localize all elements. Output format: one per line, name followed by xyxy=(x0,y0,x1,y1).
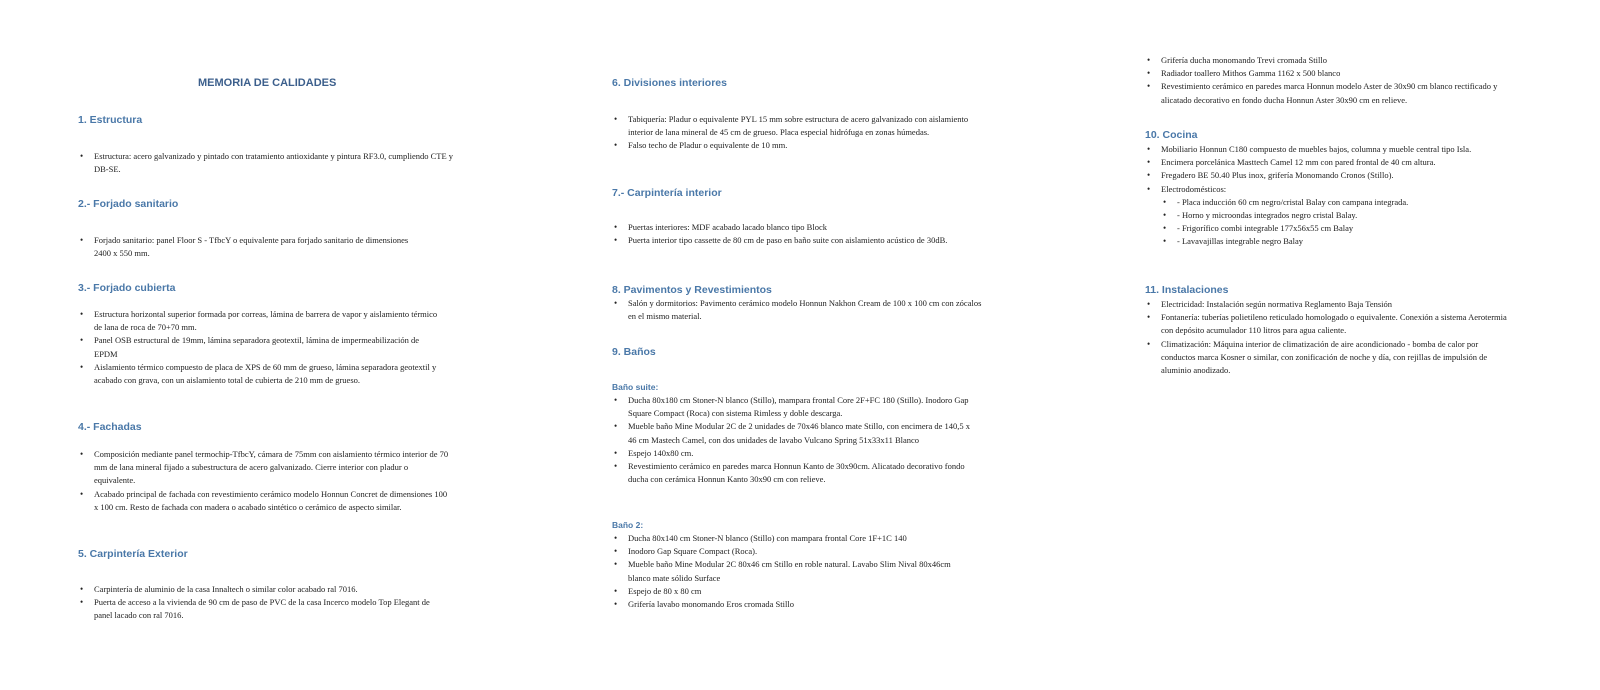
list-forjado-cubierta xyxy=(78,308,438,387)
list-estructura xyxy=(78,150,458,176)
list-bano-2 xyxy=(612,532,974,611)
heading-carpinteria-interior: 7.- Carpintería interior xyxy=(612,187,722,199)
list-item: • - Frigorífico combi integrable 177x56x55 cm Balay xyxy=(1161,222,1520,235)
list-item: • Carpintería de aluminio de la casa Innaltech o similar color acabado ral 7016. xyxy=(78,583,450,596)
list-item: • Puertas interiores: MDF acabado lacado blanco tipo Block xyxy=(612,221,997,234)
list-item: • Ducha 80x180 cm Stoner-N blanco (Stillo), mampara frontal Core 2F+FC 180 (Stillo). Inodoro Gap Square Compact (Roca) con sistema Rimless y doble descarga. xyxy=(612,394,977,420)
list-item: • Radiador toallero Mithos Gamma 1162 x 500 blanco xyxy=(1145,67,1520,80)
list-item: • Espejo 140x80 cm. xyxy=(612,447,977,460)
list-divisiones xyxy=(612,113,992,153)
list-item: • - Lavavajillas integrable negro Balay xyxy=(1161,235,1520,248)
list-item: • Panel OSB estructural de 19mm, lámina separadora geotextil, lámina de impermeabilización de EPDM xyxy=(78,334,438,360)
subheading-bano-2: Baño 2: xyxy=(612,520,644,530)
list-item: • Acabado principal de fachada con revestimiento cerámico modelo Honnun Concret de dimensiones 100 x 100 cm. Resto de fachada con madera o acabado sintético o cerámico de aspecto similar. xyxy=(78,488,450,514)
list-item: • Climatización: Máquina interior de climatización de aire acondicionado - bomba de calor por conductos marca Kosner o similar, con zonificación de noche y día, con rejillas de impulsión de aluminio anodizado. xyxy=(1145,338,1510,378)
list-item: • Mobiliario Honnun C180 compuesto de muebles bajos, columna y mueble central tipo Isla. xyxy=(1145,143,1520,156)
heading-instalaciones: 11. Instalaciones xyxy=(1145,284,1229,296)
list-item: • Revestimiento cerámico en paredes marca Honnun Kanto de 30x90cm. Alicatado decorativo fondo ducha con cerámica Honnun Kanto 30x90 cm con relieve. xyxy=(612,460,977,486)
list-item: • Electricidad: Instalación según normativa Reglamento Baja Tensión xyxy=(1145,298,1510,311)
heading-fachadas: 4.- Fachadas xyxy=(78,421,142,433)
list-item: • - Horno y microondas integrados negro cristal Balay. xyxy=(1161,209,1520,222)
list-instalaciones xyxy=(1145,298,1510,377)
list-item: • Salón y dormitorios: Pavimento cerámico modelo Honnun Nakhon Cream de 100 x 100 cm con zócalos en el mismo material. xyxy=(612,297,987,323)
list-item: • Falso techo de Pladur o equivalente de 10 mm. xyxy=(612,139,992,152)
list-bano-2-continued xyxy=(1145,54,1520,107)
list-item: • Inodoro Gap Square Compact (Roca). xyxy=(612,545,974,558)
heading-estructura: 1. Estructura xyxy=(78,114,143,126)
list-fachadas xyxy=(78,448,450,514)
list-item: • Tabiquería: Pladur o equivalente PYL 15 mm sobre estructura de acero galvanizado con aislamiento interior de lana mineral de 45 cm de grueso. Placa especial hidrófuga en zonas húmedas. xyxy=(612,113,992,139)
heading-forjado-cubierta: 3.- Forjado cubierta xyxy=(78,282,176,294)
list-item: • Composición mediante panel termochip-TfbcY, cámara de 75mm con aislamiento térmico interior de 70 mm de lana mineral fijado a subestructura de acero galvanizado. Cierre interior con pladur o equivalente. xyxy=(78,448,450,488)
heading-cocina: 10. Cocina xyxy=(1145,129,1198,141)
list-item: • Mueble baño Mine Modular 2C 80x46 cm Stillo en roble natural. Lavabo Slim Nival 80x46cm blanco mate sólido Surface xyxy=(612,558,974,584)
list-bano-suite xyxy=(612,394,977,486)
list-item: • Puerta de acceso a la vivienda de 90 cm de paso de PVC de la casa Incerco modelo Top Elegant de panel lacado con ral 7016. xyxy=(78,596,450,622)
heading-forjado-sanitario: 2.- Forjado sanitario xyxy=(78,198,179,210)
list-pavimentos xyxy=(612,297,987,323)
heading-divisiones: 6. Divisiones interiores xyxy=(612,77,727,89)
heading-carpinteria-exterior: 5. Carpintería Exterior xyxy=(78,548,188,560)
list-item: • Electrodomésticos: xyxy=(1145,183,1520,196)
list-carpinteria-exterior xyxy=(78,583,450,623)
list-item: • Grifería lavabo monomando Eros cromada Stillo xyxy=(612,598,974,611)
document-title: MEMORIA DE CALIDADES xyxy=(198,77,337,89)
list-item: • - Placa inducción 60 cm negro/cristal Balay con campana integrada. xyxy=(1161,196,1520,209)
list-item: • Encimera porcelánica Masttech Camel 12 mm con pared frontal de 40 cm altura. xyxy=(1145,156,1520,169)
list-item: • Estructura horizontal superior formada por correas, lámina de barrera de vapor y aislamiento térmico de lana de roca de 70+70 mm. xyxy=(78,308,438,334)
list-carpinteria-interior xyxy=(612,221,997,247)
list-item: • Aislamiento térmico compuesto de placa de XPS de 60 mm de grueso, lámina separadora geotextil y acabado con grava, con un aislamiento total de cubierta de 210 mm de grueso. xyxy=(78,361,438,387)
list-item: • Estructura: acero galvanizado y pintado con tratamiento antioxidante y pintura RF3.0, cumpliendo CTE y DB-SE. xyxy=(78,150,458,176)
list-cocina xyxy=(1145,143,1520,249)
list-item: • Ducha 80x140 cm Stoner-N blanco (Stillo) con mampara frontal Core 1F+1C 140 xyxy=(612,532,974,545)
list-item: • Mueble baño Mine Modular 2C de 2 unidades de 70x46 blanco mate Stillo, con encimera de 140,5 x 46 cm Mastech Camel, con dos unidades de lavabo Vulcano Spring 51x33x11 Blanco xyxy=(612,420,977,446)
list-item: • Revestimiento cerámico en paredes marca Honnun modelo Aster de 30x90 cm blanco rectificado y alicatado decorativo en fondo ducha Honnun Aster 30x90 cm en relieve. xyxy=(1145,80,1520,106)
list-item: • Puerta interior tipo cassette de 80 cm de paso en baño suite con aislamiento acústico de 30dB. xyxy=(612,234,997,247)
list-item: • Fregadero BE 50.40 Plus inox, grifería Monomando Cronos (Stillo). xyxy=(1145,169,1520,182)
subheading-bano-suite: Baño suite: xyxy=(612,382,659,392)
list-item: • Grifería ducha monomando Trevi cromada Stillo xyxy=(1145,54,1520,67)
list-forjado-sanitario xyxy=(78,234,418,260)
list-item: • Espejo de 80 x 80 cm xyxy=(612,585,974,598)
list-item: • Forjado sanitario: panel Floor S - TfbcY o equivalente para forjado sanitario de dimensiones 2400 x 550 mm. xyxy=(78,234,418,260)
heading-pavimentos: 8. Pavimentos y Revestimientos xyxy=(612,284,772,296)
heading-banos: 9. Baños xyxy=(612,346,656,358)
list-item: • Fontanería: tuberías polietileno reticulado homologado o equivalente. Conexión a sistema Aerotermia con depósito acumulador 110 litros para agua caliente. xyxy=(1145,311,1510,337)
